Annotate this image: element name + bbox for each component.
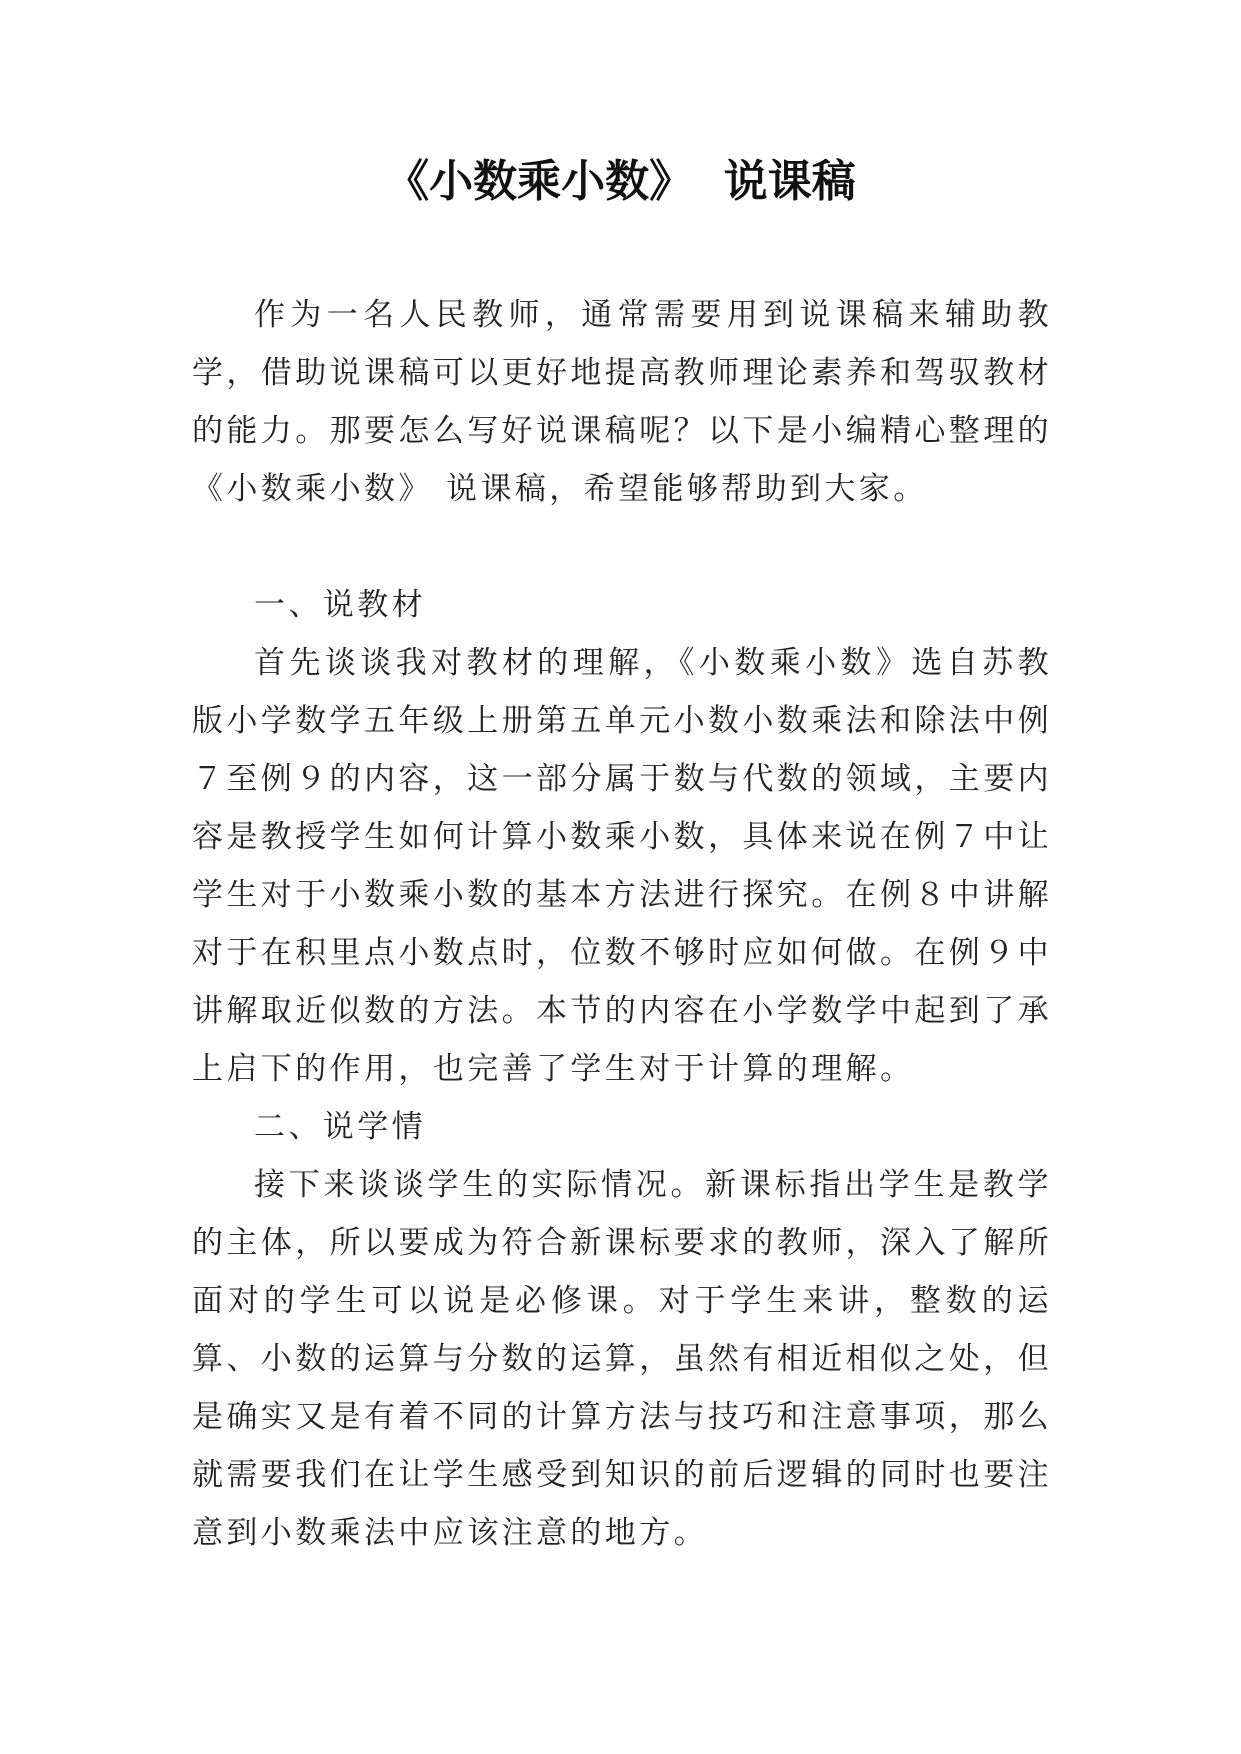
document-body: [192, 286, 1052, 1562]
paragraph-spacer: [192, 518, 1052, 576]
section-paragraph-textbook: 首先谈谈我对教材的理解，《小数乘小数》选自苏教版小学数学五年级上册第五单元小数小数乘法和除法中例７至例９的内容，这一部分属于数与代数的领域，主要内容是教授学生如何计算小数乘小数，具体来说在例７中让学生对于小数乘小数的基本方法进行探究。在例８中讲解对于在积里点小数点时，位数不够时应如何做。在例９中讲解取近似数的方法。本节的内容在小学数学中起到了承上启下的作用，也完善了学生对于计算的理解。: [192, 645, 1052, 1087]
intro-paragraph: 作为一名人民教师，通常需要用到说课稿来辅助教学，借助说课稿可以更好地提高教师理论素养和驾驭教材的能力。那要怎么写好说课稿呢？以下是小编精心整理的《小数乘小数》 说课稿，希望能够帮助到大家。: [192, 297, 1052, 507]
section-heading-textbook: 一、说教材: [254, 587, 426, 623]
section-paragraph-students: 接下来谈谈学生的实际情况。新课标指出学生是教学的主体，所以要成为符合新课标要求的教师，深入了解所面对的学生可以说是必修课。对于学生来讲，整数的运算、小数的运算与分数的运算，虽然有相近相似之处，但是确实又是有着不同的计算方法与技巧和注意事项，那么就需要我们在让学生感受到知识的前后逻辑的同时也要注意到小数乘法中应该注意的地方。: [192, 1167, 1052, 1551]
document-title: 《小数乘小数》 说课稿: [385, 156, 856, 207]
section-heading-students: 二、说学情: [254, 1109, 426, 1145]
